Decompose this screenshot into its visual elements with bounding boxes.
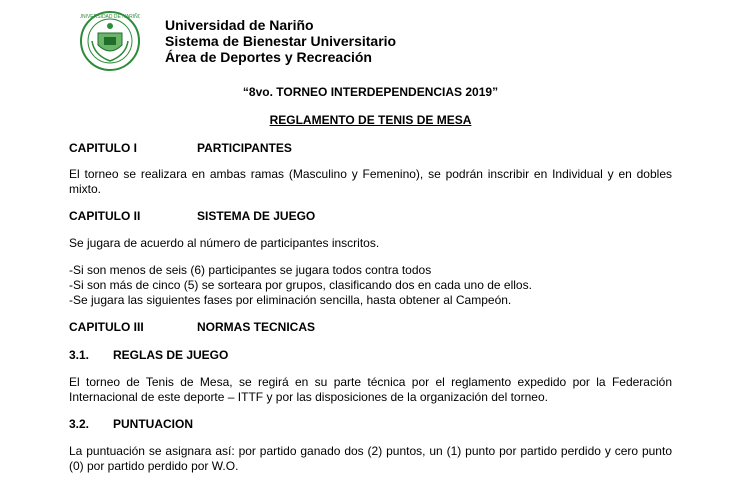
tournament-title: “8vo. TORNEO INTERDEPENDENCIAS 2019” [242,85,499,99]
chapter-1-text: El torneo se realizara en ambas ramas (Masculino y Femenino), se podrán inscribir en Individual y en dobles mixto. [69,167,672,196]
section-3-2-number: 3.2. [69,417,90,431]
university-name: Universidad de Nariño [165,17,314,33]
chapter-3-label: CAPITULO III [69,320,144,334]
section-3-1-title: REGLAS DE JUEGO [113,348,229,362]
list-item: -Se jugara las siguientes fases por eliminación sencilla, hasta obtener al Campeón. [69,293,512,307]
section-3-2-title: PUNTUACION [113,417,193,431]
section-3-1-number: 3.1. [69,348,90,362]
chapter-2-intro: Se jugara de acuerdo al número de participantes inscritos. [69,236,380,250]
list-item: -Si son menos de seis (6) participantes se jugara todos contra todos [69,263,432,277]
chapter-2-title: SISTEMA DE JUEGO [197,209,316,223]
chapter-2-label: CAPITULO II [69,209,141,223]
chapter-1-title: PARTICIPANTES [197,141,292,155]
section-3-2-text: La puntuación se asignara así: por partido ganado dos (2) puntos, un (1) punto por partido perdido y cero punto (0) por partido perdido por W.O. [69,444,672,473]
area-name: Área de Deportes y Recreación [165,49,372,65]
chapter-1-label: CAPITULO I [69,141,137,155]
section-3-1-text: El torneo de Tenis de Mesa, se regirá en su parte técnica por el reglamento expedido por la Federación Internacional de este deporte – ITTF y por las disposiciones de la organización del torneo. [69,375,672,404]
university-seal-logo [80,11,140,71]
chapter-3-title: NORMAS TECNICAS [197,320,316,334]
seal-text: UNIVERSIDAD DE NARIÑO [80,14,140,20]
regulation-title: REGLAMENTO DE TENIS DE MESA [269,113,472,127]
system-name: Sistema de Bienestar Universitario [165,33,397,49]
list-item: -Si son más de cinco (5) se sorteara por grupos, clasificando dos en cada uno de ellos. [69,278,532,292]
